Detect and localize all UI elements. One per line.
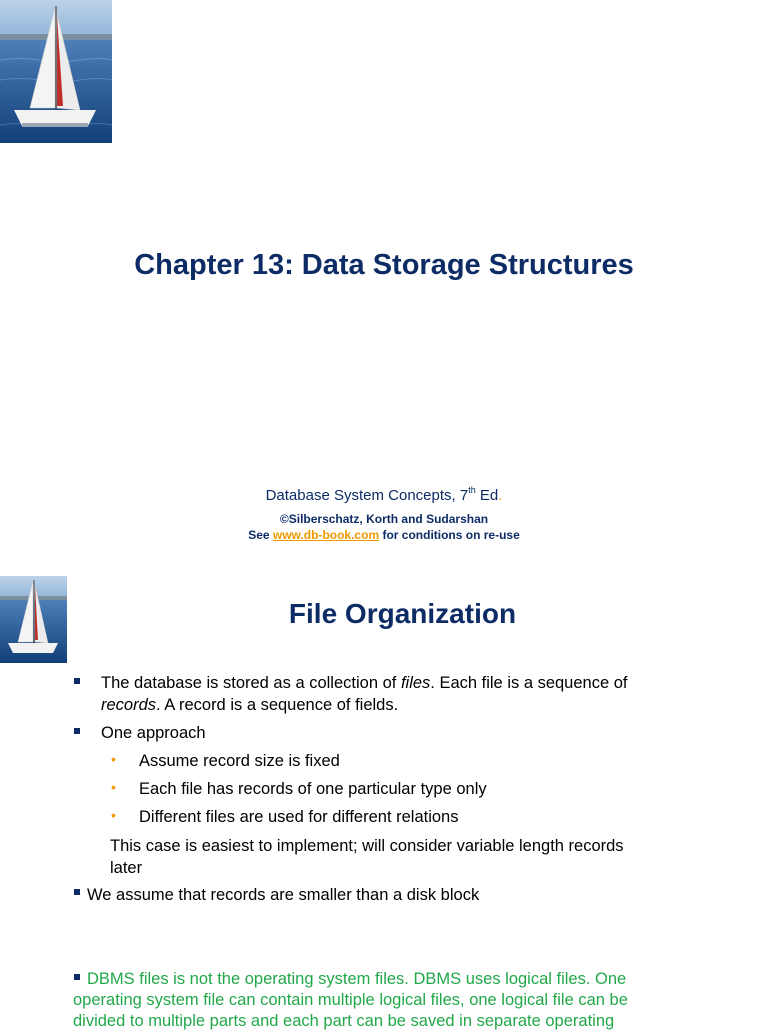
reuse-note: [0, 528, 768, 542]
book-title-text: Database System Concepts, 7: [265, 487, 469, 504]
book-edition-dot: .: [498, 487, 503, 504]
bullet1-text-b: . Each file is a sequence of: [430, 674, 628, 692]
implementation-note: [110, 835, 750, 879]
sub-bullet: Different files are used for different relations: [139, 808, 459, 826]
db-book-link[interactable]: www.db-book.com: [272, 528, 380, 542]
files-term: files: [400, 674, 431, 692]
book-edition: Ed: [475, 487, 499, 504]
reuse-note-prefix: See: [248, 528, 273, 542]
records-term: records: [101, 696, 157, 714]
reuse-note-suffix: for conditions on re-use: [379, 528, 520, 542]
copyright-line: ©Silberschatz, Korth and Sudarshan: [279, 512, 489, 526]
chapter-title: Chapter 13: Data Storage Structures: [134, 249, 634, 281]
green-line-2: operating system file can contain multiple logical files, one logical file can be: [73, 991, 628, 1009]
slide-title: File Organization: [288, 598, 517, 629]
bullet1-text-a: The database is stored as a collection of: [101, 674, 401, 692]
sub-bullet: Assume record size is fixed: [139, 752, 340, 770]
orange-dot-bullet-icon: •: [111, 779, 116, 795]
green-line-3: divided to multiple parts and each part can be saved in separate operating: [73, 1012, 615, 1030]
sub-bullet: Each file has records of one particular type only: [139, 780, 487, 798]
note-line-1: This case is easiest to implement; will consider variable length records: [110, 837, 624, 855]
note-line-2: later: [110, 859, 143, 877]
dbms-files-note: [73, 969, 763, 1032]
square-bullet-icon: [74, 889, 80, 895]
square-bullet-icon: [74, 728, 80, 734]
orange-dot-bullet-icon: •: [111, 751, 116, 767]
bullet-one-approach: One approach: [101, 724, 206, 742]
bullet-record-size: We assume that records are smaller than a disk block: [87, 886, 480, 904]
square-bullet-icon: [74, 678, 80, 684]
bullet-database-files: [101, 672, 741, 716]
green-line-1: DBMS files is not the operating system files. DBMS uses logical files. One: [87, 970, 627, 988]
sailboat-image: [0, 0, 112, 143]
book-title-superscript: th: [468, 485, 476, 495]
orange-dot-bullet-icon: •: [111, 807, 116, 823]
bullet1-text-c: . A record is a sequence of fields.: [156, 696, 399, 714]
book-title: [0, 486, 768, 504]
